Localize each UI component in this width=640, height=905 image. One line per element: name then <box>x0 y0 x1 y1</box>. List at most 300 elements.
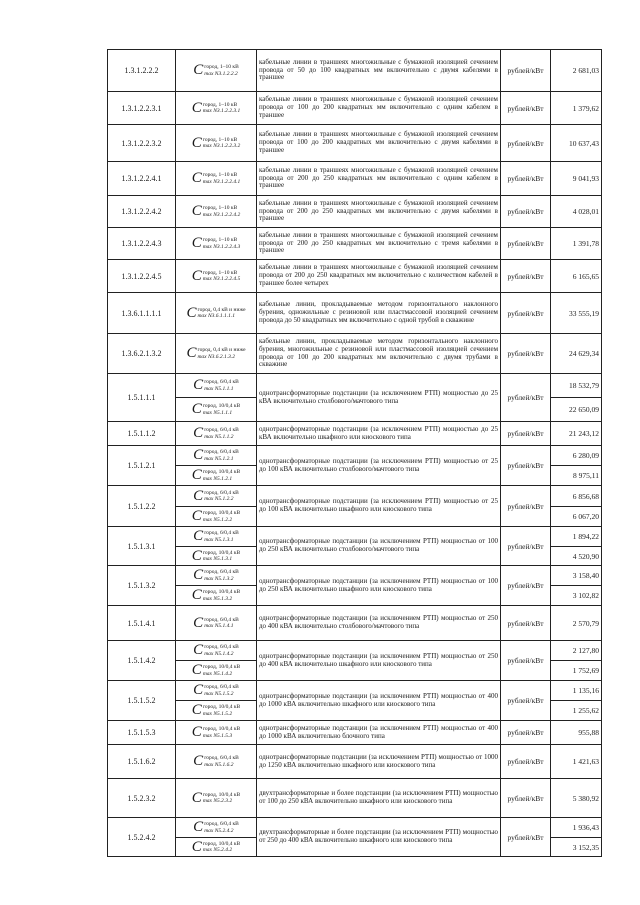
unit-label: рублей/кВт <box>501 260 551 293</box>
rate-symbol <box>176 779 257 818</box>
rate-symbol-indices <box>204 617 239 630</box>
tariff-description: однотрансформаторные подстанции (за исключением РТП) мощностью до 25 кВА включительно столбового/мачтового типа <box>257 374 501 422</box>
rate-value: 6 856,68 <box>551 486 602 507</box>
table-row <box>108 196 602 228</box>
tariff-code: 1.5.1.2.1 <box>108 446 176 486</box>
rate-symbol-indices <box>203 172 241 185</box>
rate-symbol <box>176 641 257 661</box>
rate-symbol <box>176 422 257 446</box>
rate-symbol-indices <box>203 510 240 523</box>
rate-symbol-letter: C <box>191 235 202 251</box>
rate-symbol <box>176 527 257 547</box>
rate-value: 3 102,82 <box>551 586 602 606</box>
rate-symbol-subscript: max N5.1.3.2 <box>204 575 234 582</box>
rate-symbol <box>176 838 257 857</box>
rate-symbol-formula <box>177 63 255 78</box>
rate-symbol-superscript: город, 6/0,4 кВ <box>204 569 239 576</box>
rate-value: 8 975,11 <box>551 466 602 486</box>
table-row <box>108 334 602 374</box>
table-row <box>108 486 602 507</box>
rate-symbol-superscript: город, 6/0,4 кВ <box>204 379 239 386</box>
rate-symbol-letter: C <box>191 267 202 284</box>
rate-symbol-indices <box>197 307 245 320</box>
rate-symbol-letter: C <box>193 528 204 544</box>
rate-symbol-subscript: max N5.1.1.1 <box>204 385 234 392</box>
rate-symbol-subscript: max N5.1.2.2 <box>204 496 234 502</box>
tariff-code: 1.3.1.2.2.4.3 <box>108 228 176 260</box>
rate-symbol-superscript: город, 10/0,4 кВ <box>202 469 241 476</box>
rate-symbol-superscript: город, 6/0,4 кВ <box>204 449 239 456</box>
rate-symbol-superscript: город, 1–10 кВ <box>202 172 238 179</box>
rate-symbol-indices <box>197 347 245 360</box>
rate-symbol-subscript: max N5.2.4.2 <box>202 847 233 853</box>
tariff-description: однотрансформаторные подстанции (за исключением РТП) мощностью от 100 до 250 кВА включительно шкафного или киоскового типа <box>257 566 501 606</box>
tariff-description: однотрансформаторные подстанции (за исключением РТП) мощностью от 1000 до 1250 кВА включительно шкафного или киоскового типа <box>257 745 501 779</box>
rate-symbol <box>176 606 257 641</box>
rate-symbol-subscript: max N5.1.2.2 <box>202 516 233 523</box>
rate-symbol-subscript: max N3.1.2.2.4.2 <box>202 211 241 218</box>
rate-symbol-indices <box>203 664 240 677</box>
tariff-code: 1.5.1.4.2 <box>108 641 176 681</box>
tariff-description: однотрансформаторные подстанции (за исключением РТП) мощностью от 250 до 400 кВА включительно столбового/мачтового типа <box>257 606 501 641</box>
rate-symbol <box>176 125 257 162</box>
tariff-code: 1.3.1.2.2.4.2 <box>108 196 176 228</box>
rate-symbol-letter: C <box>191 401 202 417</box>
rate-symbol-letter: C <box>191 134 202 151</box>
rate-value: 18 532,79 <box>551 374 602 398</box>
rate-symbol <box>176 466 257 486</box>
tariff-description: кабельные линии в траншеях многожильные с бумажной изоляцией сечением провода от 50 до 100 квадратных мм включительно с двумя кабелями в траншее <box>257 50 501 92</box>
rate-symbol-superscript: город, 6/0,4 кВ <box>204 530 239 537</box>
rate-symbol-letter: C <box>193 753 204 769</box>
rate-symbol <box>176 507 257 527</box>
table-row <box>108 260 602 293</box>
rate-symbol-letter: C <box>191 724 202 740</box>
rate-symbol <box>176 745 257 779</box>
rate-symbol-superscript: город, 6/0,4 кВ <box>204 489 239 496</box>
rate-symbol-letter: C <box>191 702 202 718</box>
rate-symbol-letter: C <box>191 547 202 564</box>
tariff-code: 1.3.1.2.2.2 <box>108 50 176 92</box>
rate-symbol-indices <box>204 821 239 834</box>
rate-symbol-superscript: город, 10/0,4 кВ <box>202 510 241 517</box>
tariff-code: 1.5.1.3.2 <box>108 566 176 606</box>
unit-label: рублей/кВт <box>501 566 551 606</box>
rate-symbol <box>176 566 257 586</box>
unit-label: рублей/кВт <box>501 196 551 228</box>
rate-symbol-formula <box>177 402 255 417</box>
rate-symbol-letter: C <box>193 447 204 463</box>
rate-symbol-superscript: город, 6/0,4 кВ <box>204 684 239 691</box>
table-row <box>108 606 602 641</box>
rate-symbol <box>176 586 257 606</box>
rate-symbol-formula <box>177 468 255 483</box>
rate-symbol-superscript: город, 0,4 кВ и ниже <box>197 347 246 354</box>
tariff-code: 1.5.2.4.2 <box>108 818 176 857</box>
rate-symbol-subscript: max N3.1.2.2.4.1 <box>202 178 241 185</box>
tariff-code: 1.5.1.5.3 <box>108 721 176 745</box>
rate-symbol-indices <box>204 490 239 503</box>
rate-symbol-formula <box>177 346 255 361</box>
tariff-table-body <box>108 50 602 857</box>
rate-symbol-subscript: max N5.1.2.1 <box>204 455 234 462</box>
unit-label: рублей/кВт <box>501 721 551 745</box>
table-row <box>108 721 602 745</box>
table-row <box>108 293 602 334</box>
rate-symbol-superscript: город, 1–10 кВ <box>202 101 238 108</box>
table-row <box>108 745 602 779</box>
rate-symbol-formula <box>177 820 255 835</box>
rate-symbol-superscript: город, 1–10 кВ <box>202 205 238 212</box>
rate-symbol-subscript: max N3.1.2.2.2 <box>204 70 238 77</box>
rate-symbol-formula <box>177 171 255 186</box>
rate-symbol <box>176 547 257 566</box>
rate-symbol-subscript: max N5.1.4.2 <box>202 670 233 677</box>
rate-symbol-superscript: город, 6/0,4 кВ <box>204 821 239 828</box>
rate-symbol <box>176 228 257 260</box>
rate-value: 2 127,80 <box>551 641 602 661</box>
unit-label: рублей/кВт <box>501 606 551 641</box>
rate-symbol-subscript: max N5.1.5.3 <box>202 732 233 739</box>
table-row <box>108 50 602 92</box>
table-row <box>108 527 602 547</box>
rate-value: 2 570,79 <box>551 606 602 641</box>
rate-symbol-letter: C <box>193 487 204 504</box>
rate-symbol-letter: C <box>191 587 202 603</box>
unit-label: рублей/кВт <box>501 641 551 681</box>
rate-symbol-superscript: город, 1–10 кВ <box>202 237 238 244</box>
rate-symbol-superscript: город, 6/0,4 кВ <box>204 427 239 434</box>
rate-symbol-subscript: max N5.1.5.2 <box>204 690 234 697</box>
rate-value: 955,88 <box>551 721 602 745</box>
rate-symbol-letter: C <box>193 567 204 583</box>
rate-value: 1 255,62 <box>551 701 602 721</box>
tariff-table <box>107 49 602 857</box>
table-row <box>108 374 602 398</box>
tariff-description: двухтрансформаторные и более подстанции (за исключением РТП) мощностью от 100 до 250 кВА включительно шкафного или киоскового типа <box>257 779 501 818</box>
unit-label: рублей/кВт <box>501 92 551 125</box>
rate-symbol-subscript: max N5.1.3.1 <box>204 536 234 543</box>
rate-value: 4 520,90 <box>551 547 602 566</box>
rate-value: 4 028,01 <box>551 196 602 228</box>
rate-symbol-superscript: город, 0,4 кВ и ниже <box>197 306 246 313</box>
rate-symbol <box>176 398 257 422</box>
rate-symbol <box>176 818 257 838</box>
tariff-code: 1.3.1.2.2.3.2 <box>108 125 176 162</box>
tariff-code: 1.5.1.4.1 <box>108 606 176 641</box>
rate-symbol-subscript: max N5.1.3.1 <box>202 556 233 562</box>
unit-label: рублей/кВт <box>501 779 551 818</box>
tariff-code: 1.5.1.5.2 <box>108 681 176 721</box>
rate-symbol-letter: C <box>193 614 204 631</box>
rate-value: 1 421,63 <box>551 745 602 779</box>
tariff-description: кабельные линии, прокладываемые методом горизонтального наклонного бурения, многожильные с резиновой или пластмассовой изоляцией сечением провода от 100 до 200 квадратных мм включительно с двумя трубами в скважине <box>257 334 501 374</box>
rate-symbol-superscript: город, 6/0,4 кВ <box>204 644 239 651</box>
rate-symbol-letter: C <box>191 662 202 678</box>
tariff-description: однотрансформаторные подстанции (за исключением РТП) мощностью до 25 кВА включительно шкафного или киоскового типа <box>257 422 501 446</box>
rate-symbol-formula <box>177 840 255 855</box>
unit-label: рублей/кВт <box>501 486 551 527</box>
rate-symbol-superscript: город, 1–10 кВ <box>202 269 238 276</box>
rate-symbol-superscript: город, 10/0,4 кВ <box>202 840 241 847</box>
rate-value: 1 391,78 <box>551 228 602 260</box>
tariff-description: однотрансформаторные подстанции (за исключением РТП) мощностью от 400 до 1000 кВА включительно блочного типа <box>257 721 501 745</box>
table-row <box>108 446 602 466</box>
rate-symbol <box>176 293 257 334</box>
rate-symbol-letter: C <box>193 62 204 78</box>
table-row <box>108 818 602 838</box>
rate-symbol-letter: C <box>191 789 202 806</box>
rate-symbol-letter: C <box>191 170 202 186</box>
rate-symbol-letter: C <box>186 304 197 321</box>
rate-symbol-formula <box>177 568 255 583</box>
rate-symbol-letter: C <box>191 508 202 524</box>
rate-symbol-superscript: город, 10/0,4 кВ <box>202 791 241 798</box>
unit-label: рублей/кВт <box>501 422 551 446</box>
rate-symbol-indices <box>203 205 241 218</box>
rate-value: 5 380,92 <box>551 779 602 818</box>
unit-label: рублей/кВт <box>501 228 551 260</box>
rate-value: 3 152,35 <box>551 838 602 857</box>
rate-symbol-indices <box>203 841 240 854</box>
rate-symbol <box>176 446 257 466</box>
table-row <box>108 566 602 586</box>
rate-symbol <box>176 260 257 293</box>
rate-symbol-formula <box>177 236 255 251</box>
rate-symbol-subscript: max N5.1.4.1 <box>204 623 234 629</box>
rate-symbol-formula <box>177 489 255 504</box>
unit-label: рублей/кВт <box>501 818 551 857</box>
unit-label: рублей/кВт <box>501 293 551 334</box>
rate-symbol-indices <box>203 137 241 150</box>
rate-symbol <box>176 162 257 196</box>
table-row <box>108 422 602 446</box>
rate-symbol-formula <box>177 791 255 806</box>
rate-symbol-subscript: max N5.1.1.2 <box>204 433 234 440</box>
tariff-description: кабельные линии в траншеях многожильные с бумажной изоляцией сечением провода от 100 до 200 квадратных мм включительно с одним кабелем в траншее <box>257 92 501 125</box>
tariff-code: 1.3.6.1.1.1.1 <box>108 293 176 334</box>
table-row <box>108 681 602 701</box>
rate-symbol-formula <box>177 663 255 678</box>
rate-symbol-subscript: max N5.1.2.1 <box>202 475 233 482</box>
rate-symbol-formula <box>177 643 255 658</box>
rate-value: 24 629,34 <box>551 334 602 374</box>
rate-symbol-formula <box>177 136 255 151</box>
tariff-description: кабельные линии в траншеях многожильные с бумажной изоляцией сечением провода от 100 до 200 квадратных мм включительно с двумя кабелями в траншее <box>257 125 501 162</box>
rate-symbol-indices <box>203 237 241 250</box>
rate-symbol-subscript: max N5.1.1.1 <box>202 409 233 416</box>
rate-symbol-superscript: город, 10/0,4 кВ <box>202 549 241 556</box>
tariff-code: 1.3.1.2.2.3.1 <box>108 92 176 125</box>
rate-symbol-subscript: max N5.1.3.2 <box>202 595 233 602</box>
rate-symbol-letter: C <box>193 642 204 658</box>
rate-symbol-letter: C <box>193 425 204 441</box>
rate-symbol-superscript: город, 1–10 кВ <box>204 64 239 71</box>
rate-symbol-subscript: max N5.1.5.2 <box>202 710 233 717</box>
tariff-description: кабельные линии в траншеях многожильные с бумажной изоляцией сечением провода от 200 до 250 квадратных мм включительно с одним кабелем в траншее <box>257 162 501 196</box>
rate-symbol-formula <box>177 509 255 524</box>
rate-value: 33 555,19 <box>551 293 602 334</box>
tariff-description: однотрансформаторные подстанции (за исключением РТП) мощностью от 25 до 100 кВА включительно шкафного или киоскового типа <box>257 486 501 527</box>
rate-symbol-superscript: город, 6/0,4 кВ <box>204 755 239 762</box>
unit-label: рублей/кВт <box>501 334 551 374</box>
tariff-code: 1.3.1.2.2.4.5 <box>108 260 176 293</box>
rate-symbol-indices <box>203 792 240 805</box>
unit-label: рублей/кВт <box>501 162 551 196</box>
rate-symbol-formula <box>177 269 255 284</box>
rate-symbol-formula <box>177 703 255 718</box>
rate-value: 6 280,09 <box>551 446 602 466</box>
tariff-code: 1.5.1.2.2 <box>108 486 176 527</box>
rate-symbol-indices <box>204 530 239 543</box>
rate-symbol-formula <box>177 378 255 393</box>
tariff-description: однотрансформаторные подстанции (за исключением РТП) мощностью от 25 до 100 кВА включительно столбового/мачтового типа <box>257 446 501 486</box>
rate-symbol-formula <box>177 204 255 219</box>
rate-symbol-formula <box>177 725 255 740</box>
rate-symbol-indices <box>204 569 239 582</box>
rate-symbol-letter: C <box>191 203 202 219</box>
rate-symbol-indices <box>203 704 240 717</box>
tariff-description: однотрансформаторные подстанции (за исключением РТП) мощностью от 100 до 250 кВА включительно столбового/мачтового типа <box>257 527 501 566</box>
table-row <box>108 228 602 260</box>
rate-symbol-formula <box>177 426 255 441</box>
rate-symbol-formula <box>177 529 255 544</box>
rate-value: 3 158,40 <box>551 566 602 586</box>
tariff-description: двухтрансформаторные и более подстанции (за исключением РТП) мощностью от 250 до 400 кВА включительно шкафного или киоскового типа <box>257 818 501 857</box>
rate-symbol-indices <box>203 403 240 416</box>
unit-label: рублей/кВт <box>501 374 551 422</box>
rate-symbol-indices <box>204 684 239 697</box>
rate-symbol-subscript: max N5.1.4.2 <box>204 650 234 657</box>
rate-symbol-superscript: город, 10/0,4 кВ <box>202 704 241 711</box>
rate-symbol-indices <box>204 427 239 440</box>
rate-symbol-indices <box>204 644 239 657</box>
rate-value: 21 243,12 <box>551 422 602 446</box>
rate-symbol-subscript: max N5.2.3.2 <box>202 798 233 804</box>
rate-symbol <box>176 661 257 681</box>
rate-value: 1 135,16 <box>551 681 602 701</box>
rate-symbol-letter: C <box>186 345 197 361</box>
rate-symbol-subscript: max N3.6.1.1.1.1 <box>197 313 236 319</box>
tariff-code: 1.5.1.1.2 <box>108 422 176 446</box>
rate-symbol-superscript: город, 6/0,4 кВ <box>204 616 239 623</box>
rate-symbol <box>176 486 257 507</box>
unit-label: рублей/кВт <box>501 446 551 486</box>
rate-symbol-formula <box>177 549 255 564</box>
rate-symbol-letter: C <box>191 467 202 483</box>
rate-symbol-letter: C <box>193 682 204 698</box>
unit-label: рублей/кВт <box>501 681 551 721</box>
unit-label: рублей/кВт <box>501 125 551 162</box>
tariff-code: 1.3.1.2.2.4.1 <box>108 162 176 196</box>
rate-symbol <box>176 374 257 398</box>
rate-symbol-formula <box>177 683 255 698</box>
rate-value: 6 165,65 <box>551 260 602 293</box>
rate-symbol-superscript: город, 10/0,4 кВ <box>202 403 241 410</box>
rate-symbol-formula <box>177 306 255 321</box>
rate-symbol-superscript: город, 10/0,4 кВ <box>202 664 241 671</box>
rate-value: 9 041,93 <box>551 162 602 196</box>
rate-value: 6 067,20 <box>551 507 602 527</box>
rate-symbol-superscript: город, 10/0,4 кВ <box>202 726 241 733</box>
rate-symbol-indices <box>204 64 238 77</box>
rate-symbol-subscript: max N3.1.2.2.4.3 <box>202 243 241 250</box>
rate-symbol-indices <box>203 270 241 283</box>
rate-symbol-indices <box>203 469 240 482</box>
rate-symbol-letter: C <box>193 377 204 393</box>
rate-symbol-formula <box>177 754 255 769</box>
tariff-code: 1.5.1.1.1 <box>108 374 176 422</box>
rate-symbol <box>176 721 257 745</box>
rate-value: 1 752,69 <box>551 661 602 681</box>
table-row <box>108 779 602 818</box>
rate-value: 10 637,43 <box>551 125 602 162</box>
rate-symbol <box>176 196 257 228</box>
rate-symbol <box>176 92 257 125</box>
tariff-description: кабельные линии, прокладываемые методом горизонтального наклонного бурения, одножильные с резиновой или пластмассовой изоляцией сечением провода до 50 квадратных мм включительно с одной трубой в скважине <box>257 293 501 334</box>
rate-symbol <box>176 334 257 374</box>
rate-symbol-indices <box>203 589 240 602</box>
unit-label: рублей/кВт <box>501 527 551 566</box>
rate-symbol-indices <box>204 755 239 768</box>
rate-symbol-letter: C <box>193 819 204 835</box>
table-row <box>108 92 602 125</box>
rate-symbol <box>176 50 257 92</box>
rate-symbol-superscript: город, 10/0,4 кВ <box>202 589 241 596</box>
tariff-description: однотрансформаторные подстанции (за исключением РТП) мощностью от 400 до 1000 кВА включительно шкафного или киоскового типа <box>257 681 501 721</box>
tariff-code: 1.5.1.3.1 <box>108 527 176 566</box>
rate-symbol-subscript: max N3.6.2.1.3.2 <box>197 353 236 360</box>
rate-symbol-indices <box>204 449 239 462</box>
rate-symbol-formula <box>177 101 255 116</box>
rate-value: 22 650,09 <box>551 398 602 422</box>
rate-symbol-indices <box>203 550 240 563</box>
rate-symbol-subscript: max N5.1.6.2 <box>204 761 234 768</box>
tariff-description: кабельные линии в траншеях многожильные с бумажной изоляцией сечением провода от 200 до 250 квадратных мм включительно с тремя кабелями в траншее <box>257 228 501 260</box>
rate-symbol-formula <box>177 448 255 463</box>
rate-symbol-indices <box>203 726 240 739</box>
tariff-code: 1.5.2.3.2 <box>108 779 176 818</box>
rate-value: 1 936,43 <box>551 818 602 838</box>
rate-symbol-letter: C <box>191 838 202 855</box>
table-row <box>108 162 602 196</box>
rate-symbol-subscript: max N5.2.4.2 <box>204 827 234 834</box>
tariff-description: кабельные линии в траншеях многожильные с бумажной изоляцией сечением провода от 200 до 250 квадратных мм включительно с двумя кабелями в траншее <box>257 196 501 228</box>
rate-symbol-superscript: город, 1–10 кВ <box>202 136 238 143</box>
rate-value: 2 681,03 <box>551 50 602 92</box>
rate-symbol-indices <box>203 102 241 115</box>
rate-symbol-subscript: max N3.1.2.2.3.2 <box>202 143 241 149</box>
rate-symbol-indices <box>204 379 239 392</box>
unit-label: рублей/кВт <box>501 745 551 779</box>
tariff-description: однотрансформаторные подстанции (за исключением РТП) мощностью от 250 до 400 кВА включительно шкафного или киоскового типа <box>257 641 501 681</box>
tariff-code: 1.3.6.2.1.3.2 <box>108 334 176 374</box>
rate-value: 1 894,22 <box>551 527 602 547</box>
rate-symbol <box>176 701 257 721</box>
rate-symbol-formula <box>177 588 255 603</box>
rate-symbol-subscript: max N3.1.2.2.3.1 <box>202 108 241 114</box>
rate-symbol-formula <box>177 616 255 631</box>
rate-symbol-letter: C <box>191 99 202 116</box>
unit-label: рублей/кВт <box>501 50 551 92</box>
rate-symbol <box>176 681 257 701</box>
table-row <box>108 641 602 661</box>
rate-value: 1 379,62 <box>551 92 602 125</box>
rate-symbol-subscript: max N3.1.2.2.4.5 <box>202 276 241 282</box>
tariff-description: кабельные линии в траншеях многожильные с бумажной изоляцией сечением провода от 200 до 250 квадратных мм включительно с количеством кабелей в траншее более четырех <box>257 260 501 293</box>
tariff-code: 1.5.1.6.2 <box>108 745 176 779</box>
table-row <box>108 125 602 162</box>
